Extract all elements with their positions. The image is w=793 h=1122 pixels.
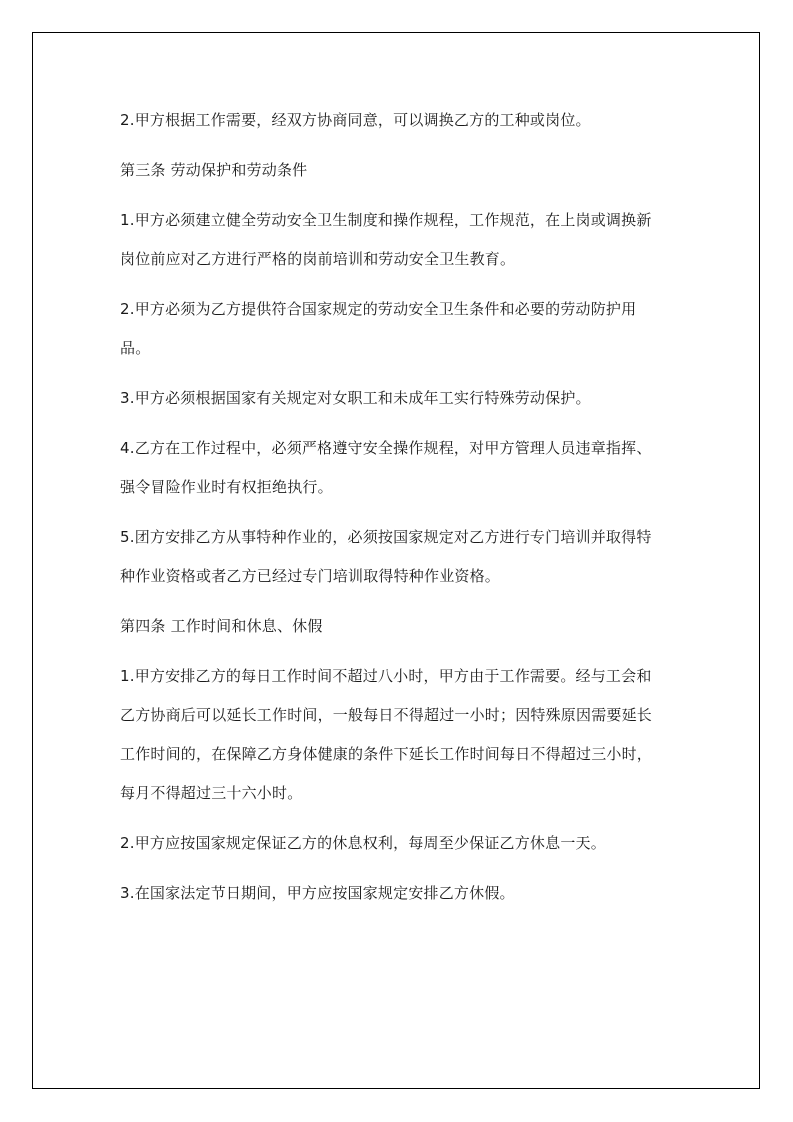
text-line: 3.甲方必须根据国家有关规定对女职工和未成年工实行特殊劳动保护。 [120, 389, 591, 407]
text-line: 每月不得超过三十六小时。 [120, 784, 303, 802]
text-line: 工作时间的，在保障乙方身体健康的条件下延长工作时间每日不得超过三小时， [120, 745, 653, 763]
paragraph-clause-3-5 [120, 518, 680, 596]
document-body [120, 101, 680, 924]
text-line: 1.甲方必须建立健全劳动安全卫生制度和操作规程，工作规范，在上岗或调换新 [120, 211, 652, 229]
heading-line: 第三条 劳动保护和劳动条件 [120, 161, 308, 179]
text-line: 种作业资格或者乙方已经过专门培训取得特种作业资格。 [120, 567, 501, 585]
paragraph-clause-3-2 [120, 290, 680, 368]
paragraph-clause-2-2 [120, 101, 680, 140]
text-line: 2.甲方应按国家规定保证乙方的休息权利，每周至少保证乙方休息一天。 [120, 834, 606, 852]
text-line: 1.甲方安排乙方的每日工作时间不超过八小时，甲方由于工作需要。经与工会和 [120, 667, 652, 685]
text-line: 品。 [120, 339, 151, 357]
section-heading-article-3 [120, 151, 680, 190]
paragraph-clause-4-3 [120, 874, 680, 913]
section-heading-article-4 [120, 607, 680, 646]
text-line: 岗位前应对乙方进行严格的岗前培训和劳动安全卫生教育。 [120, 250, 516, 268]
paragraph-clause-3-3 [120, 379, 680, 418]
paragraph-clause-3-1 [120, 201, 680, 279]
text-line: 5.团方安排乙方从事特种作业的，必须按国家规定对乙方进行专门培训并取得特 [120, 528, 652, 546]
text-line: 3.在国家法定节日期间，甲方应按国家规定安排乙方休假。 [120, 884, 515, 902]
paragraph-clause-4-2 [120, 824, 680, 863]
heading-line: 第四条 工作时间和休息、休假 [120, 617, 323, 635]
text-line: 4.乙方在工作过程中，必须严格遵守安全操作规程，对甲方管理人员违章指挥、 [120, 439, 652, 457]
text-line: 2.甲方根据工作需要，经双方协商同意，可以调换乙方的工种或岗位。 [120, 111, 591, 129]
text-line: 2.甲方必须为乙方提供符合国家规定的劳动安全卫生条件和必要的劳动防护用 [120, 300, 637, 318]
text-line: 乙方协商后可以延长工作时间，一般每日不得超过一小时；因特殊原因需要延长 [120, 706, 653, 724]
text-line: 强令冒险作业时有权拒绝执行。 [120, 478, 333, 496]
paragraph-clause-4-1 [120, 657, 680, 813]
paragraph-clause-3-4 [120, 429, 680, 507]
